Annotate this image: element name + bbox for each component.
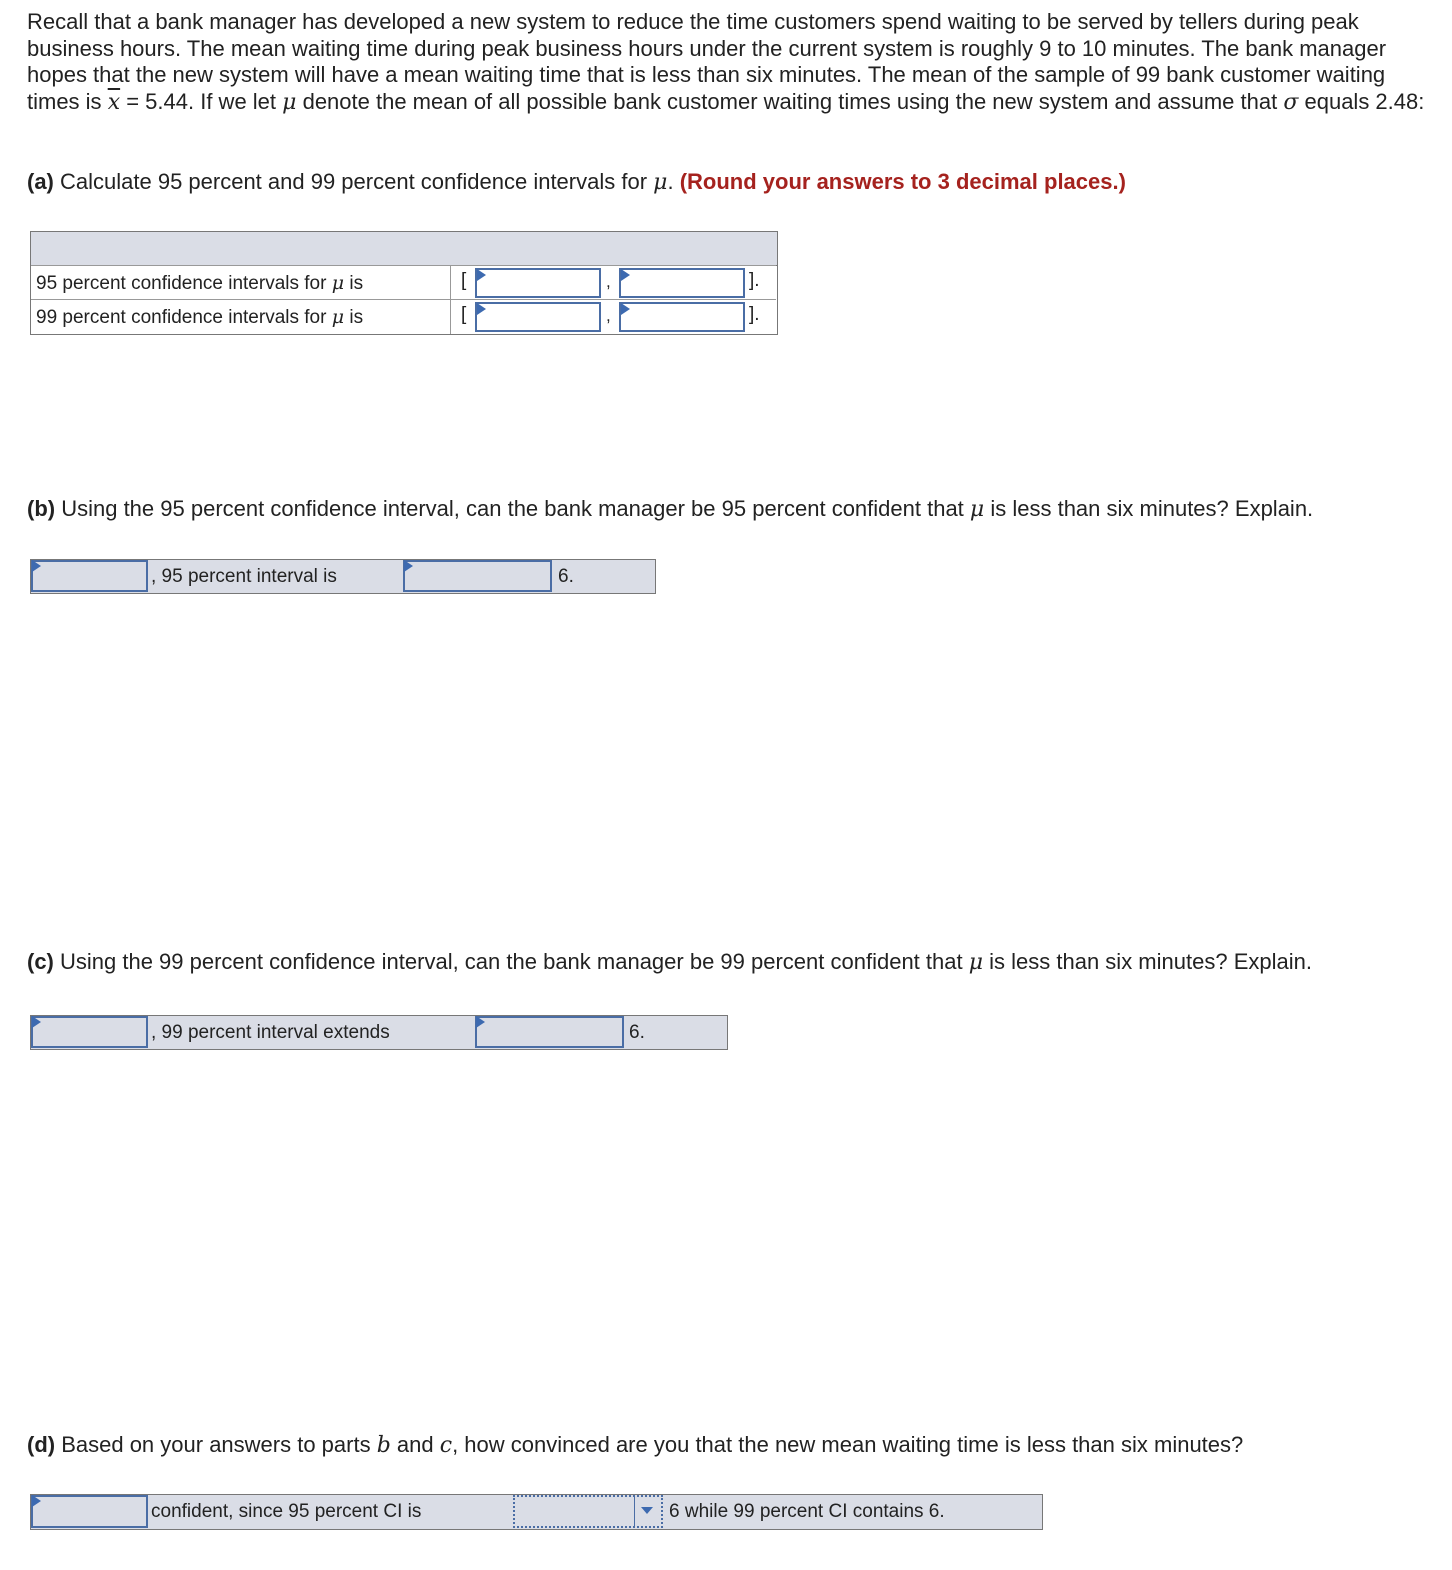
part-d-label: (d): [27, 1432, 56, 1457]
ci95-lower-input[interactable]: [475, 268, 601, 298]
mu-symbol: μ: [331, 306, 345, 328]
row-label-99: 99 percent confidence intervals for μ is: [31, 300, 451, 334]
part-d-end-text: 6 while 99 percent CI contains 6.: [669, 1501, 945, 1522]
rounding-note: (Round your answers to 3 decimal places.): [679, 169, 1126, 194]
dropdown-caret-icon: [641, 1507, 653, 1514]
confidence-interval-table: [30, 231, 778, 335]
part-c-label: (c): [27, 949, 54, 974]
mu-symbol: μ: [969, 497, 985, 522]
sigma-symbol: σ: [1283, 89, 1299, 115]
mu-symbol: μ: [653, 170, 668, 195]
xbar-symbol: $\overline{x}$: [107, 89, 121, 115]
table-header: [31, 232, 777, 266]
part-a-text: Calculate 95 percent and 99 percent confidence intervals for: [53, 169, 654, 194]
part-d-confidence-input[interactable]: [31, 1495, 148, 1528]
part-b-yes-no-input[interactable]: [31, 560, 148, 592]
dropdown-divider: [634, 1497, 635, 1526]
comma: ,: [606, 272, 611, 291]
part-a-question: [27, 168, 1126, 197]
part-d-mid-text: confident, since 95 percent CI is: [151, 1501, 422, 1522]
ci95-upper-input[interactable]: [619, 268, 745, 298]
part-b-end-text: 6.: [558, 566, 574, 587]
mu-symbol: μ: [968, 950, 984, 975]
part-c-mid-text: , 99 percent interval extends: [151, 1022, 390, 1043]
part-b-answer-row: [30, 559, 656, 594]
part-d-answer-row: [30, 1494, 1043, 1530]
close-bracket: ].: [749, 304, 760, 325]
mu-symbol: μ: [331, 272, 345, 294]
part-d-dropdown[interactable]: [513, 1495, 663, 1528]
intro-text-1: Recall that a bank manager has developed a new system to reduce the time customers spend waiting to be served by tellers during peak business hours. The mean waiting time during peak business hours under the current system is roughly 9 to 10 minutes. The bank manager hopes that the new system will have a mean waiting time that is less than six minutes. The mean of the sample of 99 bank customer waiting times is: [27, 9, 1387, 114]
table-row-95: [31, 265, 776, 300]
var-c: c: [439, 1433, 453, 1458]
comma: ,: [606, 306, 611, 325]
table-row-99: [31, 299, 776, 334]
row-label-95: 95 percent confidence intervals for μ is: [31, 266, 451, 300]
close-bracket: ].: [749, 270, 760, 291]
part-b-comparison-input[interactable]: [403, 560, 552, 592]
open-bracket: [: [461, 304, 467, 325]
part-d-question: (d) Based on your answers to parts b and c, how convinced are you that the new mean waiting time is less than six minutes?: [27, 1432, 1244, 1458]
intro-text-2: = 5.44. If we let: [120, 88, 283, 114]
part-c-comparison-input[interactable]: [475, 1016, 624, 1048]
part-b-label: (b): [27, 496, 56, 521]
intro-text-3: denote the mean of all possible bank customer waiting times using the new system and assume that: [296, 88, 1284, 114]
ci99-upper-input[interactable]: [619, 302, 745, 332]
open-bracket: [: [461, 270, 467, 291]
row-answer-99: [451, 300, 776, 334]
part-b-question: (b) Using the 95 percent confidence interval, can the bank manager be 95 percent confident that μ is less than six minutes? Explain.: [27, 496, 1314, 522]
mu-symbol: μ: [282, 89, 297, 115]
part-c-answer-row: [30, 1015, 728, 1050]
part-b-mid-text: , 95 percent interval is: [151, 566, 337, 587]
var-b: b: [376, 1433, 391, 1458]
problem-statement: [27, 9, 1437, 116]
part-c-question: (c) Using the 99 percent confidence interval, can the bank manager be 99 percent confident that μ is less than six minutes? Explain.: [27, 949, 1312, 975]
intro-text-4: equals 2.48:: [1298, 88, 1425, 114]
row-answer-95: [451, 266, 776, 300]
part-c-yes-no-input[interactable]: [31, 1016, 148, 1048]
part-c-end-text: 6.: [629, 1022, 645, 1043]
part-a-label: (a): [27, 169, 54, 194]
part-a-dot: .: [667, 169, 680, 194]
ci99-lower-input[interactable]: [475, 302, 601, 332]
